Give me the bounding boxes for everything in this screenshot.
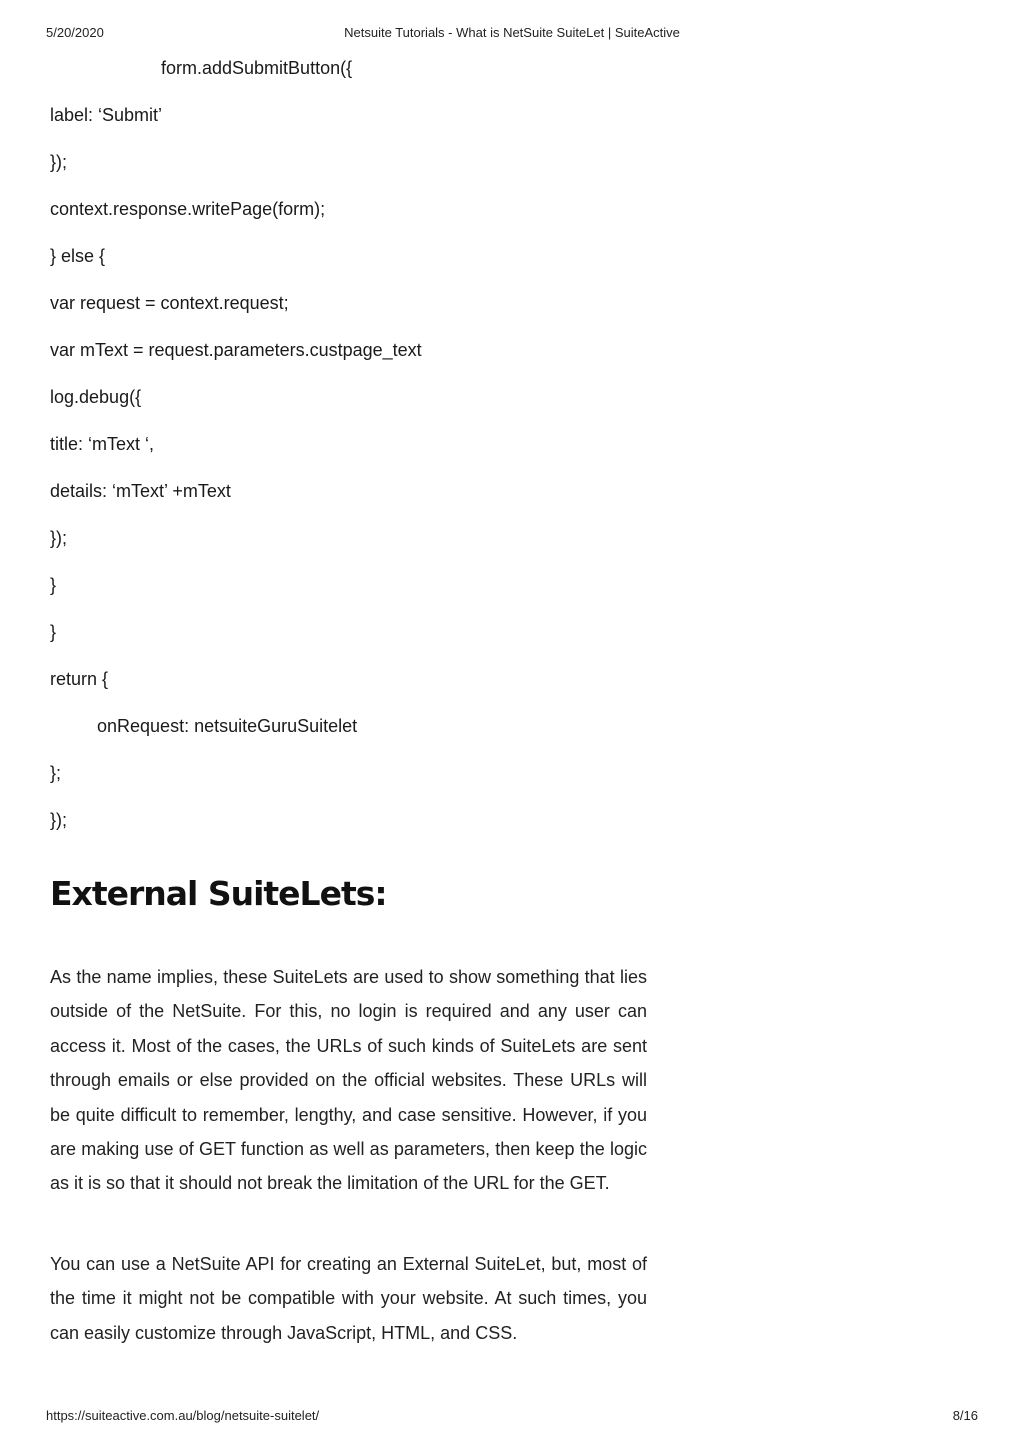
code-line: });: [50, 528, 68, 548]
code-line: } else {: [50, 246, 106, 266]
paragraph: As the name implies, these SuiteLets are used to show something that lies outside of the NetSuite. For this, no login is required and any user can access it. Most of the cases, the URLs of such kinds of SuiteLets are sent through emails or else provided on the official websites. These URLs will be quite difficult to remember, lengthy, and case sensitive. However, if you are making use of GET function as well as parameters, then keep the logic as it is so that it should not break the limitation of the URL for the GET.: [50, 967, 647, 1194]
code-line: onRequest: netsuiteGuruSuitelet: [97, 716, 358, 736]
code-line: return {: [50, 669, 109, 689]
code-line: var mText = request.parameters.custpage_text: [50, 340, 422, 360]
code-line: context.response.writePage(form);: [50, 199, 326, 219]
code-line: log.debug({: [50, 387, 142, 407]
code-line: });: [50, 152, 68, 172]
print-footer-url: https://suiteactive.com.au/blog/netsuite-suitelet/: [46, 1408, 320, 1423]
code-line: label: ‘Submit’: [50, 105, 163, 125]
print-footer-page-number: 8/16: [952, 1408, 978, 1423]
section-heading: External SuiteLets:: [50, 874, 387, 913]
print-header-date: 5/20/2020: [46, 25, 104, 40]
code-line: form.addSubmitButton({: [161, 58, 353, 78]
print-header-title: Netsuite Tutorials - What is NetSuite SuiteLet | SuiteActive: [344, 25, 680, 40]
code-line: title: ‘mText ‘,: [50, 434, 155, 454]
code-line: var request = context.request;: [50, 293, 289, 313]
code-line: };: [50, 763, 62, 783]
code-line: }: [50, 622, 57, 642]
code-line: }: [50, 575, 57, 595]
paragraph: You can use a NetSuite API for creating an External SuiteLet, but, most of the time it might not be compatible with your website. At such times, you can easily customize through JavaScript, HTML, and CSS.: [50, 1254, 647, 1343]
code-line: });: [50, 810, 68, 830]
code-line: details: ‘mText’ +mText: [50, 481, 231, 501]
